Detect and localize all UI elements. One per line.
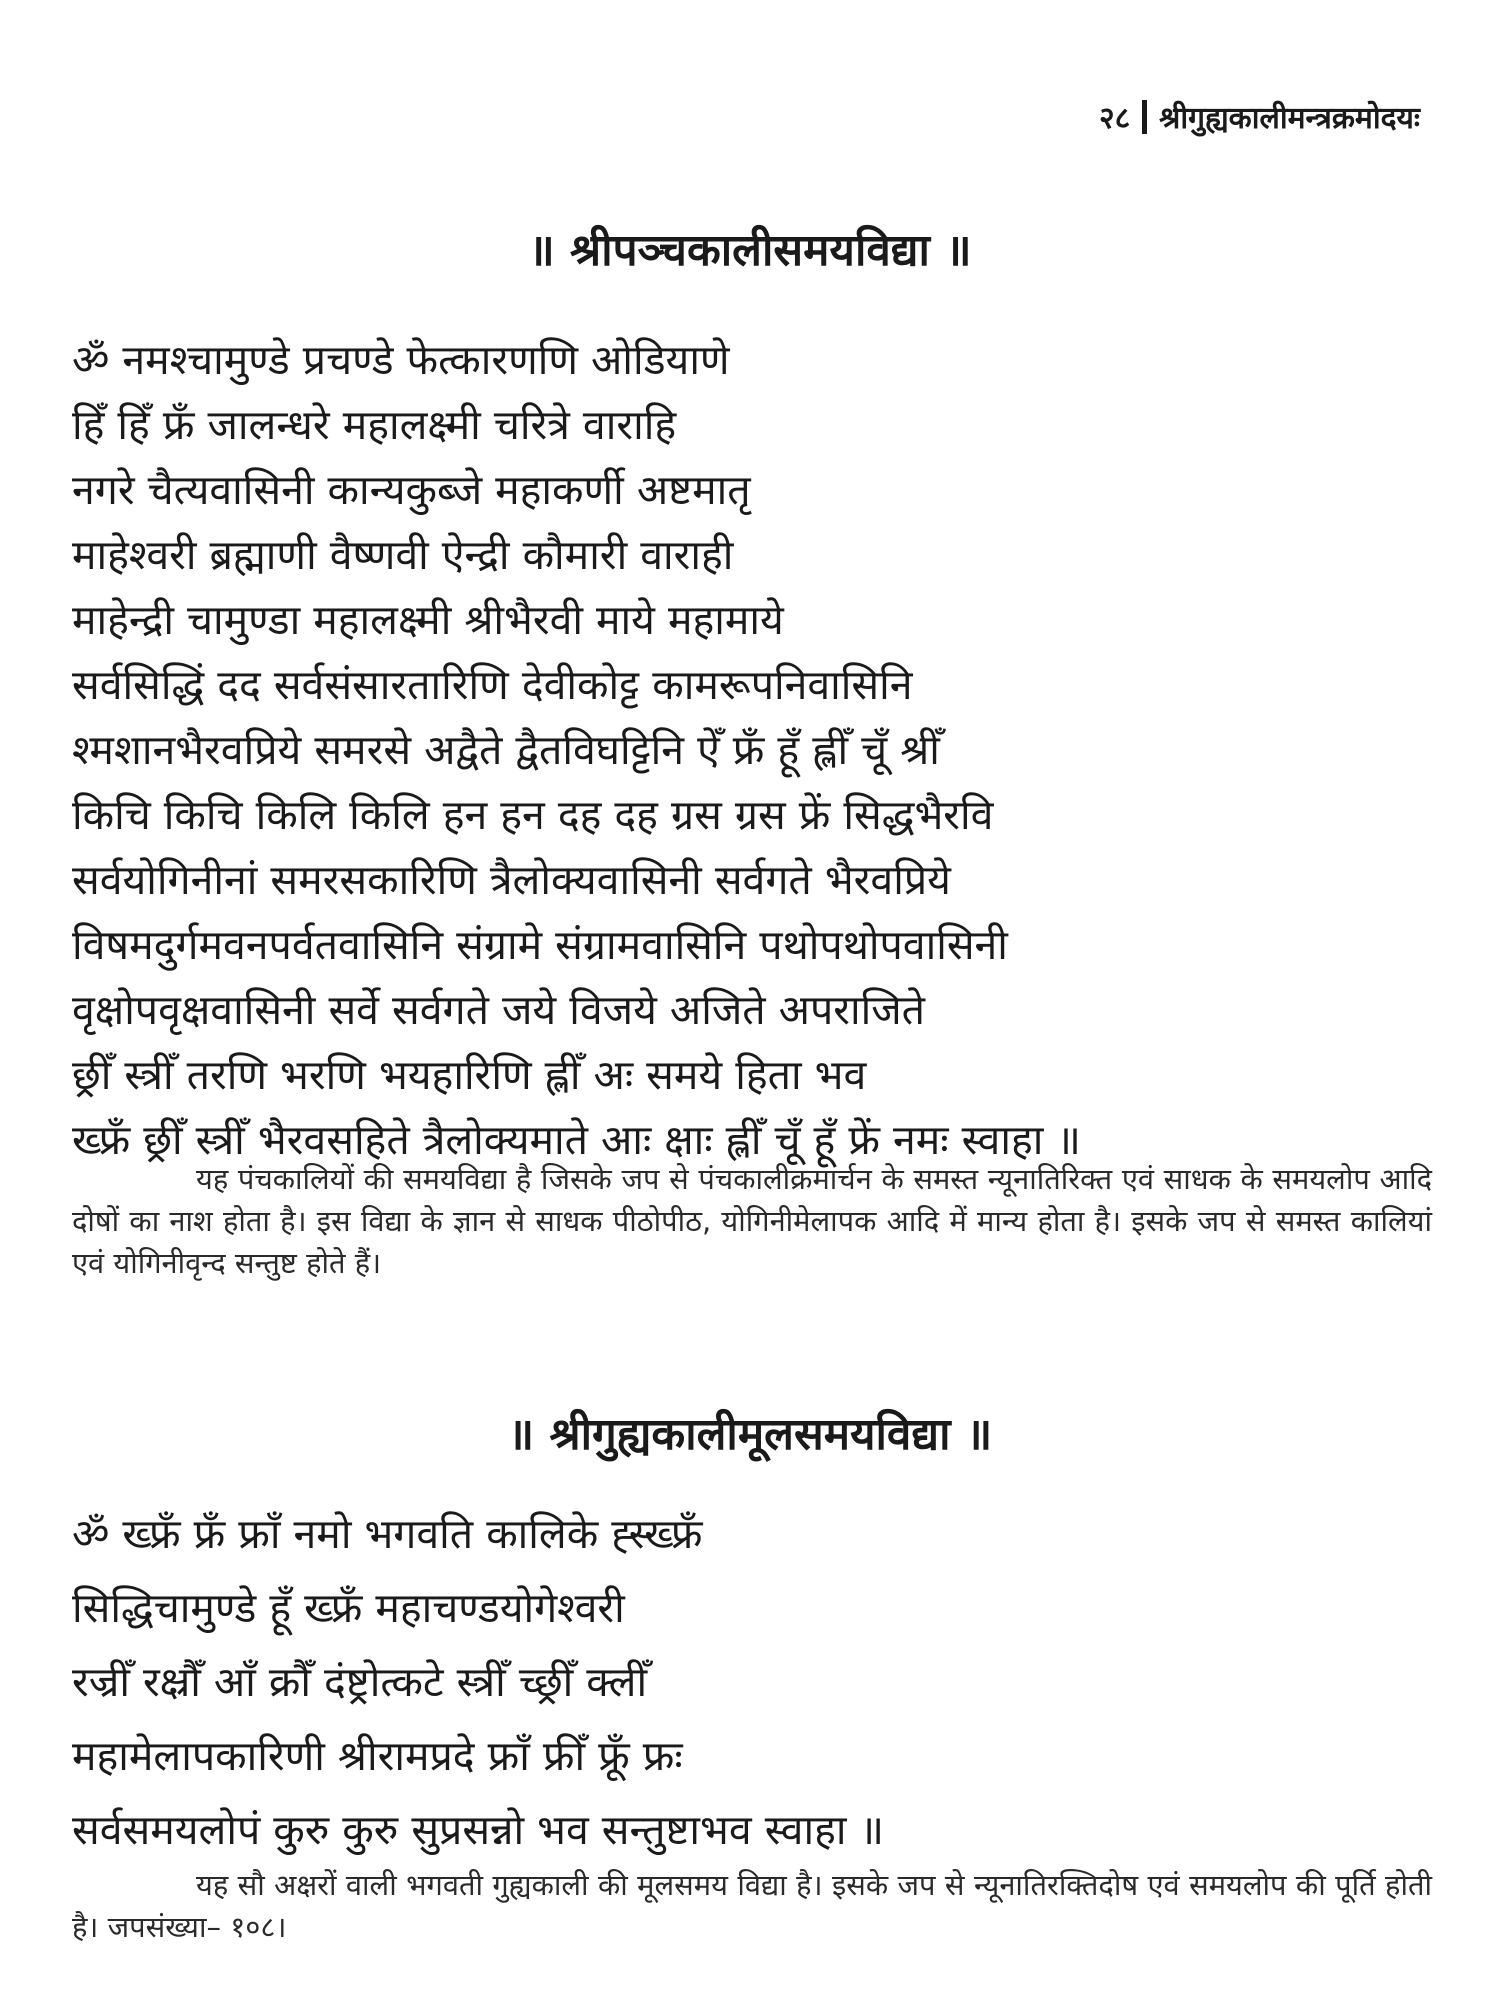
page-number: २८ xyxy=(1098,101,1131,136)
commentary-guhya-kali: यह सौ अक्षरों वाली भगवती गुह्यकाली की मूलसमय विद्या है। इसके जप से न्यूनातिरक्तिदोष एवं समयलोप की पूर्ति होती है। जपसंख्या– १०८। xyxy=(72,1868,1432,1944)
mantra-line: किचि किचि किलि किलि हन हन दह दह ग्रस ग्रस फ्रें सिद्धभैरवि xyxy=(72,791,994,839)
mantra-line: रज्रीँ रक्ष्रौँ आँ क्रौँ दंष्ट्रोत्कटे स्त्रीँ च्छ्रीँ क्लीँ xyxy=(72,1658,648,1706)
mantra-line: नगरे चैत्यवासिनी कान्यकुब्जे महाकर्णी अष्टमातृ xyxy=(72,466,751,514)
mantra-line: ॐ ख्फ्रँ फ्रँ फ्राँ नमो भगवति कालिके ह्स्ख्फ्रँ xyxy=(72,1510,703,1558)
mantra-line: विषमदुर्गमवनपर्वतवासिनि संग्रामे संग्रामवासिनि पथोपथोपवासिनी xyxy=(72,921,1008,969)
commentary-pancha-kali: यह पंचकालियों की समयविद्या है जिसके जप से पंचकालीक्रमार्चन के समस्त न्यूनातिरिक्त एवं साधक के समयलोप आदि दोषों का नाश होता है। इस विद्या के ज्ञान से साधक पीठोपीठ, योगिनीमेलापक आदि में मान्य होता है। इसके जप से समस्त कालियां एवं योगिनीवृन्द सन्तुष्ट होते हैं। xyxy=(72,1162,1432,1280)
mantra-line: माहेश्वरी ब्रह्माणी वैष्णवी ऐन्द्री कौमारी वाराही xyxy=(72,531,734,579)
mantra-line: वृक्षोपवृक्षवासिनी सर्वे सर्वगते जये विजये अजिते अपराजिते xyxy=(72,986,926,1034)
mantra-line: सिद्धिचामुण्डे हूँ ख्फ्रँ महाचण्डयोगेश्वरी xyxy=(72,1584,625,1632)
mantra-line: ॐ नमश्चामुण्डे प्रचण्डे फेत्कारणणि ओडियाणे xyxy=(72,336,730,384)
mantra-line: ख्फ्रँ छ्रीँ स्त्रीँ भैरवसहिते त्रैलोक्यमाते आः क्षाः ह्लीँ चूँ हूँ फ्रें नमः स्वाहा ॥ xyxy=(72,1116,1081,1164)
book-title: श्रीगुह्यकालीमन्त्रक्रमोदयः xyxy=(1159,101,1420,136)
mantra-block-pancha-kali xyxy=(72,328,1472,1173)
mantra-line: हिँ हिँ फ्रँ जालन्धरे महालक्ष्मी चरित्रे वाराहि xyxy=(72,401,677,449)
mantra-line: सर्वसिद्धिं दद सर्वसंसारतारिणि देवीकोट्ट कामरूपनिवासिनि xyxy=(72,661,913,709)
mantra-block-guhya-kali xyxy=(72,1497,1472,1867)
section-title-guhya-kali: ॥ श्रीगुह्यकालीमूलसमयविद्या ॥ xyxy=(507,1409,993,1460)
mantra-line: छ्रीँ स्त्रीँ तरणि भरणि भयहारिणि ह्लीँ अः समये हिता भव xyxy=(72,1051,867,1099)
mantra-line: सर्वयोगिनीनां समरसकारिणि त्रैलोक्यवासिनी सर्वगते भैरवप्रिये xyxy=(72,856,951,904)
header-separator xyxy=(1142,100,1147,134)
mantra-line: सर्वसमयलोपं कुरु कुरु सुप्रसन्नो भव सन्तुष्टाभव स्वाहा ॥ xyxy=(72,1806,885,1854)
running-header xyxy=(1099,96,1420,137)
section-title-pancha-kali: ॥ श्रीपञ्चकालीसमयविद्या ॥ xyxy=(528,225,972,276)
mantra-line: माहेन्द्री चामुण्डा महालक्ष्मी श्रीभैरवी माये महामाये xyxy=(72,596,784,644)
mantra-line: श्मशानभैरवप्रिये समरसे अद्वैते द्वैतविघट्टिनि ऐँ फ्रँ हूँ ह्लीँ चूँ श्रीँ xyxy=(72,726,940,774)
mantra-line: महामेलापकारिणी श्रीरामप्रदे फ्राँ फ्रीँ फ्रूँ फ्रः xyxy=(72,1732,683,1780)
